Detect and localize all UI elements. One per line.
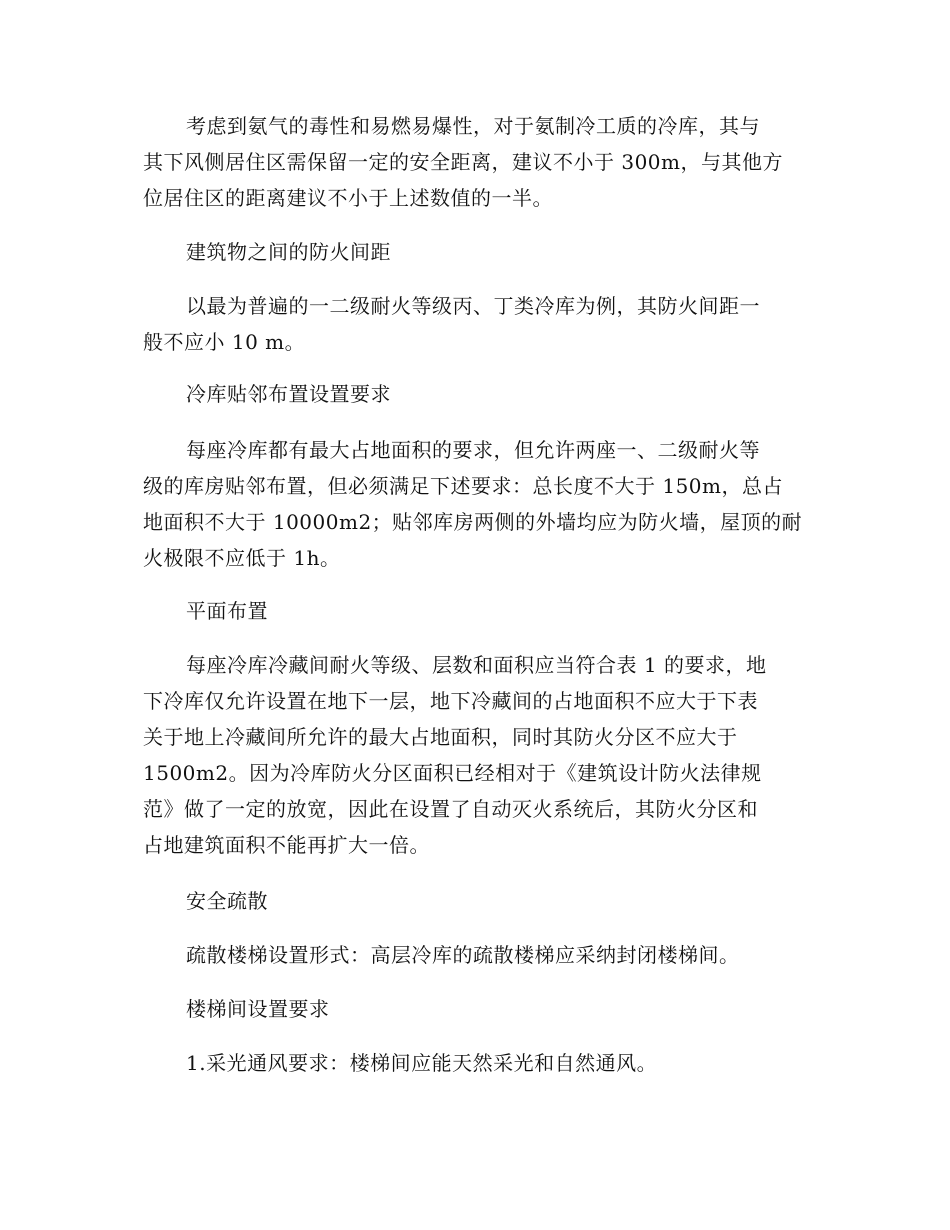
paragraph-line: 1500m2。因为冷库防火分区面积已经相对于《建筑设计防火法律规 [143,761,762,785]
paragraph-line: 每座冷库冷藏间耐火等级、层数和面积应当符合表 1 的要求，地 [186,653,767,677]
section-heading-adjacent-layout: 冷库贴邻布置设置要求 [186,382,391,406]
section-heading-stair-requirements: 楼梯间设置要求 [186,997,330,1021]
paragraph-line: 位居住区的距离建议不小于上述数值的一半。 [143,186,553,210]
paragraph-adjacent-layout [143,432,805,576]
paragraph-line: 其下风侧居住区需保留一定的安全距离，建议不小于 300m，与其他方 [143,150,783,174]
paragraph-line: 般不应小 10 m。 [143,330,306,354]
paragraph-line: 地面积不大于 10000m2；贴邻库房两侧的外墙均应为防火墙，屋顶的耐 [143,510,803,534]
list-item-lighting-ventilation: 1.采光通风要求：楼梯间应能天然采光和自然通风。 [186,1051,658,1075]
paragraph-ammonia-safety-distance [143,108,805,216]
paragraph-floor-plan [143,647,805,863]
section-heading-floor-plan: 平面布置 [186,599,268,623]
paragraph-stair-form: 疏散楼梯设置形式：高层冷库的疏散楼梯应采纳封闭楼梯间。 [186,943,740,967]
paragraph-line: 范》做了一定的放宽，因此在设置了自动灭火系统后，其防火分区和 [143,797,758,821]
paragraph-line: 以最为普遍的一二级耐火等级丙、丁类冷库为例，其防火间距一 [186,294,760,318]
paragraph-line: 下冷库仅允许设置在地下一层，地下冷藏间的占地面积不应大于下表 [143,689,758,713]
paragraph-line: 火极限不应低于 1h。 [143,546,341,570]
paragraph-line: 关于地上冷藏间所允许的最大占地面积，同时其防火分区不应大于 [143,725,738,749]
paragraph-line: 考虑到氨气的毒性和易燃易爆性，对于氨制冷工质的冷库，其与 [186,114,760,138]
paragraph-line: 级的库房贴邻布置，但必须满足下述要求：总长度不大于 150m，总占 [143,474,783,498]
paragraph-line: 占地建筑面积不能再扩大一倍。 [143,833,430,857]
paragraph-fire-spacing [143,288,805,360]
section-heading-fire-spacing: 建筑物之间的防火间距 [186,240,391,264]
section-heading-evacuation: 安全疏散 [186,889,268,913]
paragraph-line: 每座冷库都有最大占地面积的要求，但允许两座一、二级耐火等 [186,438,760,462]
